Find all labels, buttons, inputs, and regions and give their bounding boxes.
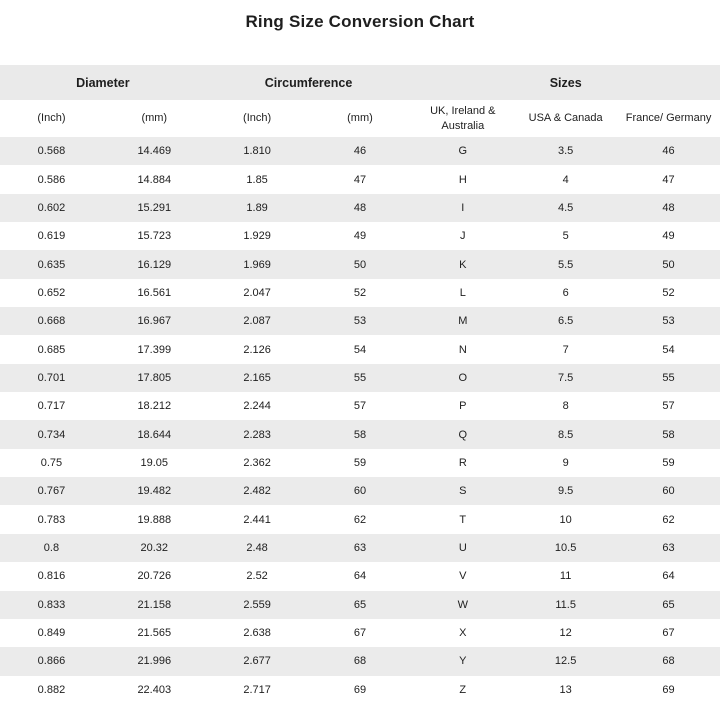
table-cell: 0.652 — [37, 286, 66, 299]
table-cell: 53 — [353, 315, 367, 328]
table-cell: 49 — [662, 230, 675, 243]
ring-size-conversion-table — [0, 65, 720, 704]
table-row — [0, 335, 720, 363]
table-cell: 2.559 — [243, 598, 271, 611]
table-cell: 65 — [353, 598, 367, 611]
table-cell: 11 — [559, 570, 572, 583]
table-cell: 17.805 — [137, 371, 172, 384]
table-cell: 63 — [662, 541, 675, 554]
table-cell: 62 — [353, 513, 367, 526]
column-header-diameter-inch: (Inch) — [0, 100, 103, 137]
group-header-row — [0, 65, 720, 100]
table-cell: 19.05 — [140, 456, 169, 469]
table-row — [0, 392, 720, 420]
table-cell: 52 — [662, 286, 675, 299]
table-cell: 11.5 — [555, 598, 576, 611]
table-cell: P — [459, 400, 467, 413]
table-cell: 59 — [662, 456, 675, 469]
table-cell: 7.5 — [557, 371, 574, 384]
table-cell: G — [458, 145, 468, 158]
table-cell: R — [458, 456, 467, 469]
table-cell: M — [458, 315, 468, 328]
table-row — [0, 137, 720, 165]
table-cell: 0.635 — [37, 258, 66, 271]
table-cell: 63 — [353, 541, 367, 554]
table-cell: 1.929 — [243, 230, 271, 243]
table-cell: 50 — [353, 258, 367, 271]
table-cell: 55 — [353, 371, 367, 384]
table-cell: 9.5 — [557, 485, 574, 498]
table-cell: 60 — [353, 485, 367, 498]
table-cell: 2.52 — [246, 570, 268, 583]
table-cell: 3.5 — [557, 145, 574, 158]
table-cell: K — [459, 258, 467, 271]
table-row — [0, 647, 720, 675]
table-cell: N — [458, 343, 467, 356]
table-cell: 5.5 — [557, 258, 574, 271]
table-cell: 19.888 — [137, 513, 172, 526]
table-cell: 55 — [662, 371, 675, 384]
table-cell: 7 — [562, 343, 569, 356]
table-cell: 48 — [662, 201, 675, 214]
table-cell: 1.85 — [246, 173, 268, 186]
table-row — [0, 420, 720, 448]
table-row — [0, 449, 720, 477]
table-cell: 12 — [559, 627, 572, 640]
table-cell: J — [460, 230, 466, 243]
table-cell: 2.126 — [243, 343, 271, 356]
table-cell: 21.565 — [137, 627, 172, 640]
group-header-circumference: Circumference — [206, 65, 412, 100]
table-cell: 1.89 — [246, 201, 268, 214]
table-cell: 0.8 — [43, 541, 60, 554]
table-cell: S — [459, 485, 467, 498]
table-cell: 0.568 — [37, 145, 66, 158]
table-cell: 47 — [662, 173, 675, 186]
table-cell: 14.469 — [137, 145, 172, 158]
table-cell: 6 — [562, 286, 569, 299]
table-cell: 59 — [353, 456, 367, 469]
table-cell: 2.283 — [243, 428, 271, 441]
group-header-diameter: Diameter — [0, 65, 206, 100]
table-cell: 0.586 — [37, 173, 66, 186]
table-cell: 69 — [662, 683, 675, 696]
table-row — [0, 534, 720, 562]
table-cell: 15.723 — [137, 230, 172, 243]
table-cell: 2.087 — [243, 315, 271, 328]
table-cell: 57 — [662, 400, 675, 413]
table-cell: 49 — [353, 230, 367, 243]
table-cell: 2.441 — [243, 513, 271, 526]
table-cell: 60 — [662, 485, 675, 498]
table-cell: 48 — [353, 201, 367, 214]
table-cell: 10 — [559, 513, 572, 526]
table-cell: 0.734 — [37, 428, 66, 441]
table-cell: 4 — [562, 173, 569, 186]
table-cell: 0.816 — [37, 570, 66, 583]
table-row — [0, 279, 720, 307]
table-cell: T — [459, 513, 467, 526]
table-cell: 14.884 — [137, 173, 172, 186]
table-cell: 22.403 — [137, 683, 172, 696]
table-body — [0, 137, 720, 704]
table-cell: 69 — [353, 683, 367, 696]
table-cell: 21.996 — [137, 655, 172, 668]
table-row — [0, 562, 720, 590]
table-cell: 67 — [662, 627, 675, 640]
table-cell: 2.244 — [243, 400, 271, 413]
table-cell: 57 — [353, 400, 367, 413]
table-cell: 53 — [662, 315, 675, 328]
table-cell: 58 — [662, 428, 675, 441]
table-cell: H — [458, 173, 467, 186]
table-cell: 52 — [353, 286, 367, 299]
table-cell: 50 — [662, 258, 675, 271]
table-row — [0, 619, 720, 647]
table-cell: 0.833 — [37, 598, 66, 611]
table-cell: 16.561 — [137, 286, 172, 299]
table-head — [0, 65, 720, 137]
table-cell: 9 — [562, 456, 569, 469]
column-header-usa-canada: USA & Canada — [514, 100, 617, 137]
table-cell: 21.158 — [137, 598, 172, 611]
table-cell: 16.129 — [137, 258, 172, 271]
table-cell: 68 — [662, 655, 675, 668]
table-cell: 12.5 — [554, 655, 577, 668]
table-cell: 0.602 — [37, 201, 66, 214]
table-cell: 2.362 — [243, 456, 271, 469]
table-cell: V — [459, 570, 467, 583]
table-row — [0, 676, 720, 704]
table-cell: 20.32 — [140, 541, 169, 554]
table-row — [0, 250, 720, 278]
table-cell: L — [459, 286, 466, 299]
table-cell: 0.668 — [37, 315, 66, 328]
table-cell: 54 — [353, 343, 367, 356]
table-cell: 17.399 — [137, 343, 172, 356]
table-cell: 68 — [353, 655, 367, 668]
table-row — [0, 364, 720, 392]
table-row — [0, 307, 720, 335]
group-header-sizes: Sizes — [411, 65, 720, 100]
table-cell: 64 — [353, 570, 367, 583]
table-cell: U — [458, 541, 467, 554]
table-cell: 46 — [353, 145, 367, 158]
table-row — [0, 222, 720, 250]
table-cell: 2.638 — [243, 627, 271, 640]
table-cell: 8 — [562, 400, 569, 413]
page-title: Ring Size Conversion Chart — [245, 12, 475, 31]
table-cell: Z — [459, 683, 467, 696]
table-cell: 15.291 — [137, 201, 172, 214]
table-cell: 2.047 — [243, 286, 271, 299]
table-cell: 0.849 — [37, 627, 66, 640]
table-cell: 20.726 — [137, 570, 172, 583]
table-cell: X — [459, 627, 467, 640]
table-cell: 0.717 — [37, 400, 66, 413]
table-row — [0, 591, 720, 619]
table-cell: 0.783 — [37, 513, 66, 526]
table-cell: 6.5 — [557, 315, 574, 328]
table-cell: 5 — [562, 230, 569, 243]
table-cell: 8.5 — [557, 428, 574, 441]
column-header-circumference-inch: (Inch) — [206, 100, 309, 137]
table-cell: 2.165 — [243, 371, 271, 384]
table-cell: 0.866 — [37, 655, 66, 668]
table-cell: 0.882 — [37, 683, 66, 696]
table-cell: 18.212 — [137, 400, 172, 413]
table-cell: I — [461, 201, 465, 214]
table-row — [0, 477, 720, 505]
table-cell: O — [458, 371, 468, 384]
table-cell: 0.619 — [37, 230, 66, 243]
column-header-uk-ireland-australia: UK, Ireland & Australia — [411, 100, 514, 137]
table-cell: Y — [459, 655, 467, 668]
table-cell: 0.701 — [37, 371, 66, 384]
table-cell: 18.644 — [137, 428, 172, 441]
column-header-diameter-mm: (mm) — [103, 100, 206, 137]
table-cell: 65 — [662, 598, 675, 611]
table-cell: 64 — [662, 570, 675, 583]
table-cell: 2.677 — [243, 655, 271, 668]
table-cell: 54 — [662, 343, 675, 356]
column-header-circumference-mm: (mm) — [309, 100, 412, 137]
table-cell: 2.48 — [246, 541, 268, 554]
column-header-row — [0, 100, 720, 137]
table-row — [0, 165, 720, 193]
table-row — [0, 194, 720, 222]
table-cell: 10.5 — [554, 541, 577, 554]
table-row — [0, 505, 720, 533]
table-cell: 47 — [353, 173, 367, 186]
table-cell: 67 — [353, 627, 367, 640]
table-cell: 0.685 — [37, 343, 66, 356]
table-cell: 0.767 — [37, 485, 66, 498]
table-cell: W — [457, 598, 468, 611]
table-cell: 19.482 — [137, 485, 172, 498]
table-cell: 1.969 — [243, 258, 271, 271]
table-cell: 46 — [662, 145, 675, 158]
table-cell: 62 — [662, 513, 675, 526]
table-cell: 2.482 — [243, 485, 271, 498]
table-cell: Q — [458, 428, 468, 441]
column-header-france-germany: France/ Germany — [617, 100, 720, 137]
table-cell: 16.967 — [137, 315, 172, 328]
table-cell: 58 — [353, 428, 367, 441]
table-cell: 1.810 — [243, 145, 271, 158]
table-cell: 2.717 — [243, 683, 271, 696]
table-cell: 0.75 — [40, 456, 63, 469]
table-cell: 4.5 — [557, 201, 574, 214]
table-cell: 13 — [559, 683, 572, 696]
